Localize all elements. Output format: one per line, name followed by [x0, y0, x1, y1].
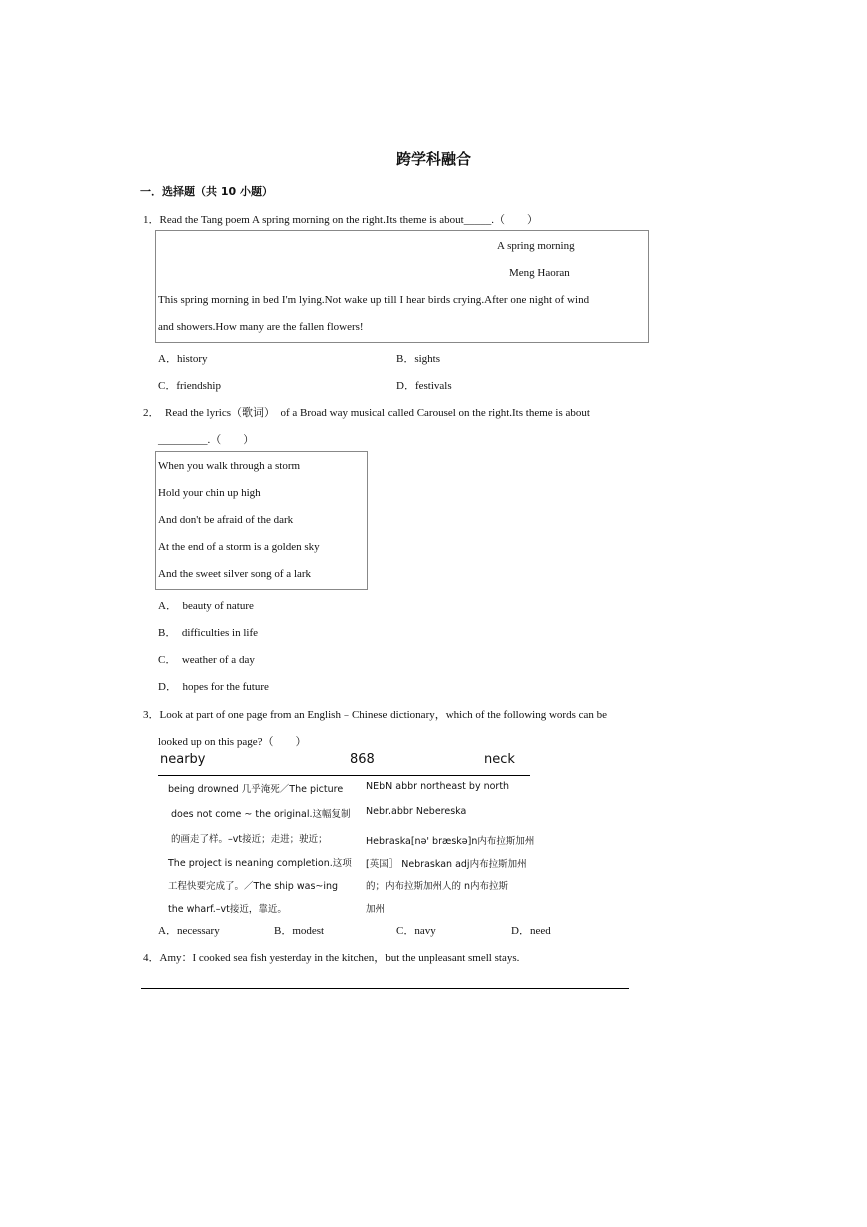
q2-option-a: A． beauty of nature	[158, 600, 254, 612]
dict-guide-word-right: neck	[484, 752, 515, 767]
dict-header-rule	[158, 775, 530, 776]
dict-entry: 的画走了样。–vt接近；走进；驶近；	[171, 834, 328, 845]
dict-entry: 加州	[366, 904, 386, 915]
dict-entry: being drowned 几乎淹死／The picture	[168, 784, 344, 795]
question-4-stem: 4．Amy：I cooked sea fish yesterday in the kitchen，but the unpleasant smell stays.	[143, 952, 520, 964]
question-2-blank: _________.（ ）	[158, 434, 255, 446]
section-heading: 一．选择题（共 10 小题）	[140, 185, 273, 198]
lyric-line: And the sweet silver song of a lark	[158, 568, 312, 580]
dict-entry: [英国］ Nebraskan adj内布拉斯加州	[366, 859, 527, 870]
q3-option-b: B．modest	[274, 925, 325, 937]
poem-line: This spring morning in bed I'm lying.Not wake up till I hear birds crying.After one night of wind	[158, 294, 590, 306]
dict-page-number: 868	[350, 752, 375, 767]
dict-entry: does not come ~ the original.这幅复制	[171, 809, 351, 820]
q3-option-c: C．navy	[396, 925, 436, 937]
q2-option-d: D． hopes for the future	[158, 681, 269, 693]
lyric-line: At the end of a storm is a golden sky	[158, 541, 320, 553]
poem-title: A spring morning	[497, 240, 575, 252]
q3-option-d: D．need	[511, 925, 551, 937]
question-2-stem: 2． Read the lyrics（歌词） of a Broad way musical called Carousel on the right.Its theme is about	[143, 407, 590, 419]
q1-option-a: A．history	[158, 353, 208, 365]
q1-option-b: B．sights	[396, 353, 441, 365]
dict-entry: the wharf.–vt接近，靠近。	[168, 904, 287, 915]
dict-entry: 的；内布拉斯加州人的 n内布拉斯	[366, 881, 509, 892]
poem-author: Meng Haoran	[509, 267, 570, 279]
dict-entry: NEbN abbr northeast by north	[366, 781, 510, 792]
poem-line: and showers.How many are the fallen flowers!	[158, 321, 364, 333]
lyric-line: And don't be afraid of the dark	[158, 514, 294, 526]
dict-entry: Nebr.abbr Nebereska	[366, 806, 467, 817]
page-title: 跨学科融合	[395, 150, 471, 168]
q1-option-d: D．festivals	[396, 380, 452, 392]
question-3-stem: 3．Look at part of one page from an English﹣Chinese dictionary，which of the following words can be	[143, 709, 608, 721]
dict-entry: 工程快要完成了。／The ship was~ing	[168, 881, 339, 892]
q3-option-a: A．necessary	[158, 925, 220, 937]
dict-entry: The project is neaning completion.这项	[168, 858, 352, 869]
q1-option-c: C．friendship	[158, 380, 221, 392]
lyric-line: Hold your chin up high	[158, 487, 261, 499]
question-3-stem-cont: looked up on this page?（ ）	[158, 736, 307, 748]
dict-entry: Hebraska[nə' bræskə]n内布拉斯加州	[366, 836, 535, 847]
question-1-stem: 1．Read the Tang poem A spring morning on the right.Its theme is about_____.（ ）	[143, 214, 538, 226]
q2-option-c: C． weather of a day	[158, 654, 255, 666]
answer-line	[141, 988, 629, 989]
lyric-line: When you walk through a storm	[158, 460, 301, 472]
dict-guide-word-left: nearby	[160, 752, 206, 767]
q2-option-b: B． difficulties in life	[158, 627, 259, 639]
